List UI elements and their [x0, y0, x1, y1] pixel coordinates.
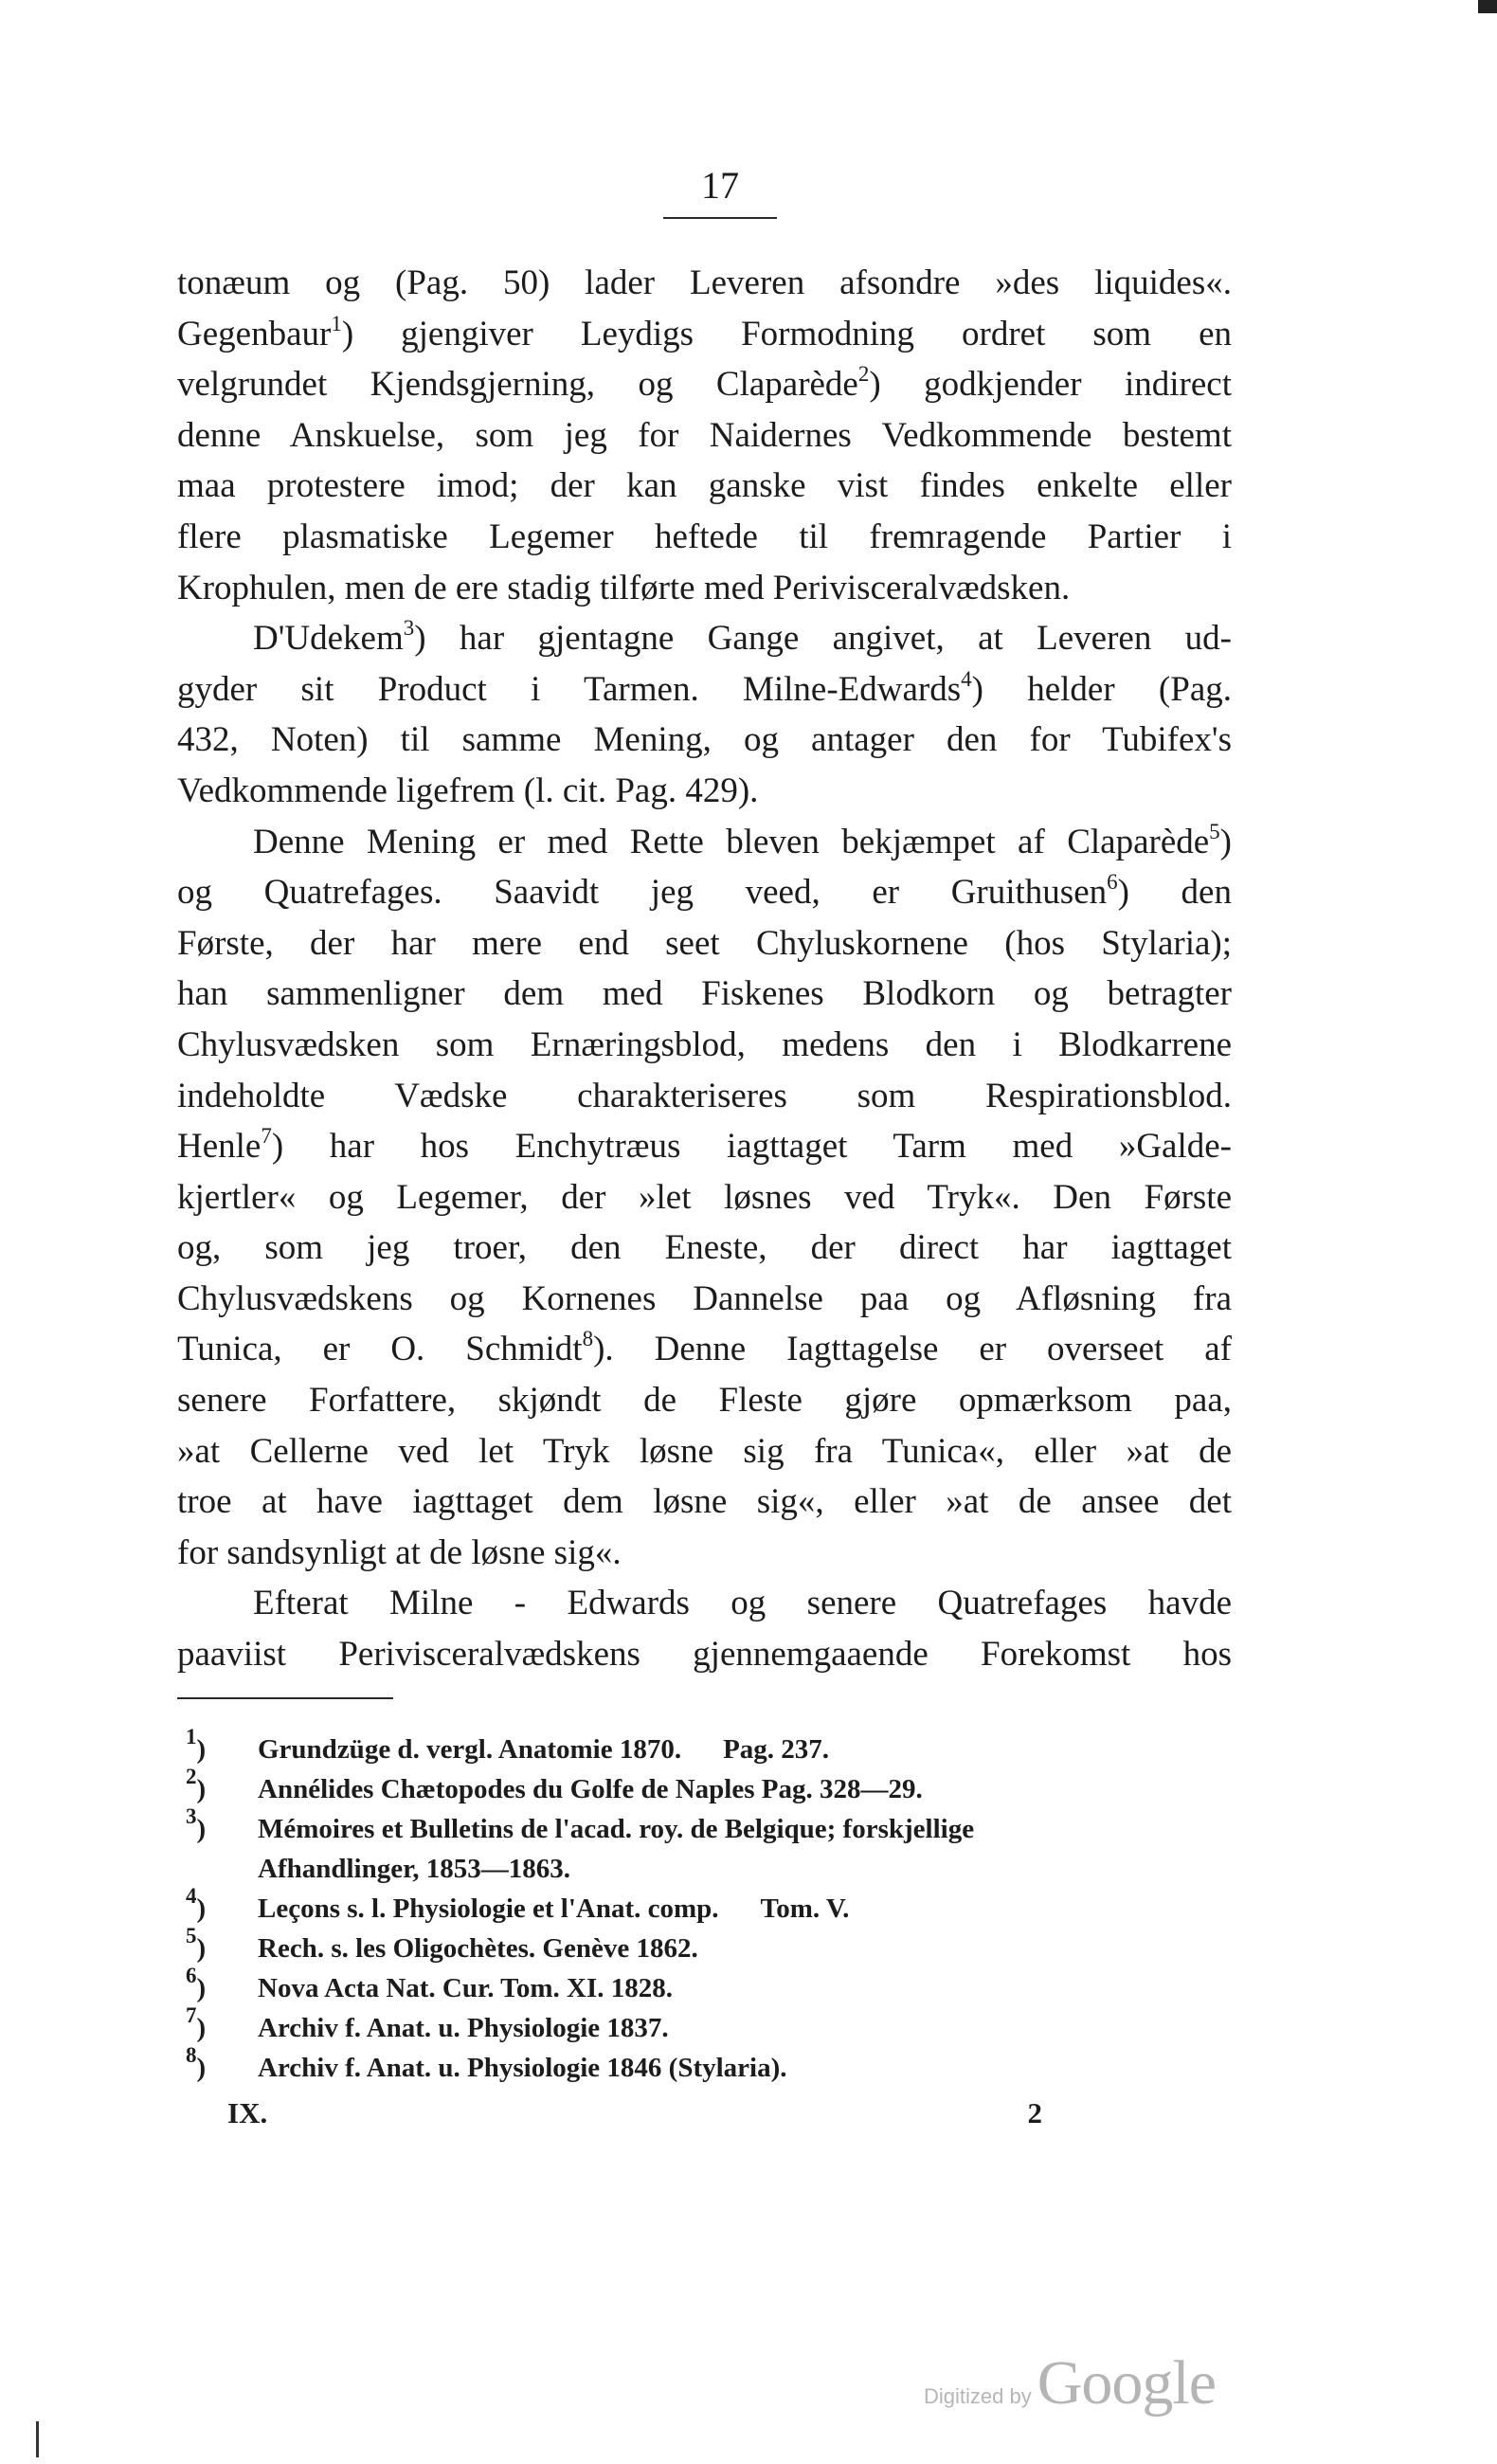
scan-edge-mark [1478, 0, 1497, 13]
text-run: Første, der har mere end seet Chyluskornene (hos Stylaria); [177, 923, 1232, 963]
footnote-mark: $^2$) [186, 1765, 207, 1804]
footnote [186, 1964, 1232, 2008]
text-line [177, 664, 1232, 716]
footnote [186, 1725, 1232, 1769]
page-number: 17 [701, 164, 739, 207]
text-run: ) har hos Enchytræus iagttaget Tarm med »Galde- [271, 1127, 1232, 1167]
footnote-mark: $^4$) [186, 1884, 207, 1924]
footnote-ref: 8 [582, 1327, 594, 1351]
footnote-text: Grundzüge d. vergl. Anatomie 1870. [258, 1734, 682, 1765]
text-run: Vedkommende ligefrem (l. cit. Pag. 429). [177, 770, 759, 810]
text-run: D'Udekem [253, 619, 404, 659]
text-run: Denne Mening er med Rette bleven bekjæmpet af Claparède [253, 822, 1210, 861]
footnote [186, 1924, 1232, 1968]
text-run: gyder sit Product i Tarmen. Milne-Edwards [177, 669, 962, 709]
footnote-ref: 4 [961, 666, 972, 691]
text-line [177, 309, 1232, 360]
text-run: tonæum og (Pag. 50) lader Leveren afsondre »des liquides«. [177, 263, 1232, 302]
footnote-text: Afhandlinger, 1853—1863. [258, 1854, 571, 1884]
page-number-rule [663, 217, 777, 219]
text-run: Krophulen, men de ere stadig tilførte med Perivisceralvædsken. [177, 568, 1071, 607]
footnote-ref: 6 [1107, 870, 1118, 895]
footnote-text: Nova Acta Nat. Cur. Tom. XI. 1828. [258, 1973, 673, 2003]
text-line [177, 258, 1232, 309]
footnote-mark: $^6$) [186, 1964, 207, 2003]
footnote [186, 2003, 1232, 2048]
text-line [177, 1071, 1232, 1122]
text-run: Efterat Milne - Edwards og senere Quatrefages havde [253, 1584, 1232, 1623]
text-run: for sandsynligt at de løsne sig«. [177, 1532, 622, 1572]
text-line [177, 969, 1232, 1020]
footnote-ref: 3 [403, 616, 415, 641]
text-run: denne Anskuelse, som jeg for Naidernes Vedkommende bestemt [177, 415, 1232, 455]
footnote-mark: $^5$) [186, 1924, 207, 1964]
text-line [177, 461, 1232, 512]
text-run: »at Cellerne ved let Tryk løsne sig fra Tunica«, eller »at de [177, 1431, 1232, 1471]
text-run: paaviist Perivisceralvædskens gjennemgaaende Forekomst hos [177, 1635, 1232, 1675]
text-line [177, 359, 1232, 410]
text-line [177, 1426, 1232, 1477]
signature-mark: IX. [227, 2096, 268, 2129]
text-run: velgrundet Kjendsgjerning, og Claparède [177, 365, 858, 405]
text-run: 432, Noten) til samme Mening, og antager den for Tubifex's [177, 720, 1232, 760]
text-run: ) har gjentagne Gange angivet, at Leveren ud- [414, 619, 1232, 659]
text-run: Henle [177, 1127, 262, 1167]
digitized-watermark [924, 2347, 1216, 2419]
text-line [177, 1477, 1232, 1528]
footnote-text: Annélides Chætopodes du Golfe de Naples Pag. 328—29. [258, 1774, 923, 1804]
footnote-text: Archiv f. Anat. u. Physiologie 1846 (Stylaria). [258, 2053, 787, 2083]
text-line [177, 766, 1232, 817]
text-run: Chylusvædsken som Ernæringsblod, medens den i Blodkarrene [177, 1024, 1232, 1064]
footnote [186, 1765, 1232, 1809]
footnote-separator [177, 1697, 393, 1699]
text-run: flere plasmatiske Legemer heftede til fremragende Partier i [177, 516, 1232, 556]
text-line [177, 613, 1232, 664]
text-run: indeholdte Vædske charakteriseres som Respirationsblod. [177, 1076, 1232, 1115]
footnote-page-ref: Tom. V. [760, 1893, 850, 1924]
footnote [186, 1804, 1232, 1849]
text-run: ). Denne Iagttagelse er overseet af [593, 1330, 1232, 1369]
text-line [177, 563, 1232, 614]
text-line [177, 817, 1232, 868]
text-line [177, 1375, 1232, 1426]
footnote-text: Leçons s. l. Physiologie et l'Anat. comp. [258, 1893, 719, 1924]
footnote-mark: $^1$) [186, 1725, 207, 1765]
footnote-text: Rech. s. les Oligochètes. Genève 1862. [258, 1933, 698, 1964]
footnote-ref: 7 [261, 1124, 272, 1149]
text-line [177, 1528, 1232, 1579]
footnote [186, 1884, 1232, 1929]
google-logo: Google [1037, 2348, 1217, 2418]
text-run: og Quatrefages. Saavidt jeg veed, er Gruithusen [177, 873, 1108, 913]
signature-number: 2 [1027, 2096, 1042, 2129]
text-line [177, 410, 1232, 462]
text-line [177, 715, 1232, 766]
footnote-text: Mémoires et Bulletins de l'acad. roy. de Belgique; forskjellige [258, 1814, 975, 1844]
body-text [177, 258, 1232, 1680]
text-line [177, 1629, 1232, 1680]
text-line [177, 512, 1232, 563]
text-run: kjertler« og Legemer, der »let løsnes ved Tryk«. Den Første [177, 1177, 1232, 1217]
text-line [177, 1578, 1232, 1629]
text-run: Chylusvædskens og Kornenes Dannelse paa og Afløsning fra [177, 1278, 1232, 1318]
text-run: ) helder (Pag. [971, 669, 1232, 709]
text-run: maa protestere imod; der kan ganske vist findes enkelte eller [177, 466, 1232, 506]
text-run: Gegenbaur [177, 314, 332, 353]
text-line [177, 1324, 1232, 1375]
text-line [177, 1223, 1232, 1274]
text-run: han sammenligner dem med Fiskenes Blodkorn og betragter [177, 974, 1232, 1014]
text-line [177, 1020, 1232, 1071]
text-line [177, 1121, 1232, 1172]
footnote-ref: 5 [1209, 819, 1220, 843]
text-run: ) gjengiver Leydigs Formodning ordret som en [341, 314, 1232, 353]
footnote [186, 1849, 1232, 1889]
text-line [177, 918, 1232, 969]
footnote [186, 2043, 1232, 2088]
text-line [177, 1274, 1232, 1325]
text-line [177, 1172, 1232, 1223]
footnote-mark: $^3$) [186, 1804, 207, 1844]
printer-signature [227, 2096, 1042, 2130]
footnote-mark: $^7$) [186, 2003, 207, 2043]
text-run: ) [1219, 822, 1232, 861]
footnote-ref: 2 [857, 362, 870, 387]
text-run: senere Forfattere, skjøndt de Fleste gjøre opmærksom paa, [177, 1381, 1232, 1421]
footnote-page-ref: Pag. 237. [723, 1734, 830, 1765]
text-run: og, som jeg troer, den Eneste, der direct har iagttaget [177, 1228, 1232, 1268]
footnotes [186, 1725, 1232, 2088]
footnote-text: Archiv f. Anat. u. Physiologie 1837. [258, 2013, 669, 2043]
scan-edge-mark-bottom [36, 2421, 39, 2457]
text-run: Tunica, er O. Schmidt [177, 1330, 583, 1369]
text-run: troe at have iagttaget dem løsne sig«, eller »at de ansee det [177, 1482, 1232, 1522]
footnote-mark: $^8$) [186, 2043, 207, 2083]
footnote-ref: 1 [331, 311, 342, 335]
text-run: ) den [1117, 873, 1232, 913]
text-run: ) godkjender indirect [869, 365, 1232, 405]
text-line [177, 867, 1232, 918]
watermark-prefix: Digitized by [924, 2384, 1032, 2408]
